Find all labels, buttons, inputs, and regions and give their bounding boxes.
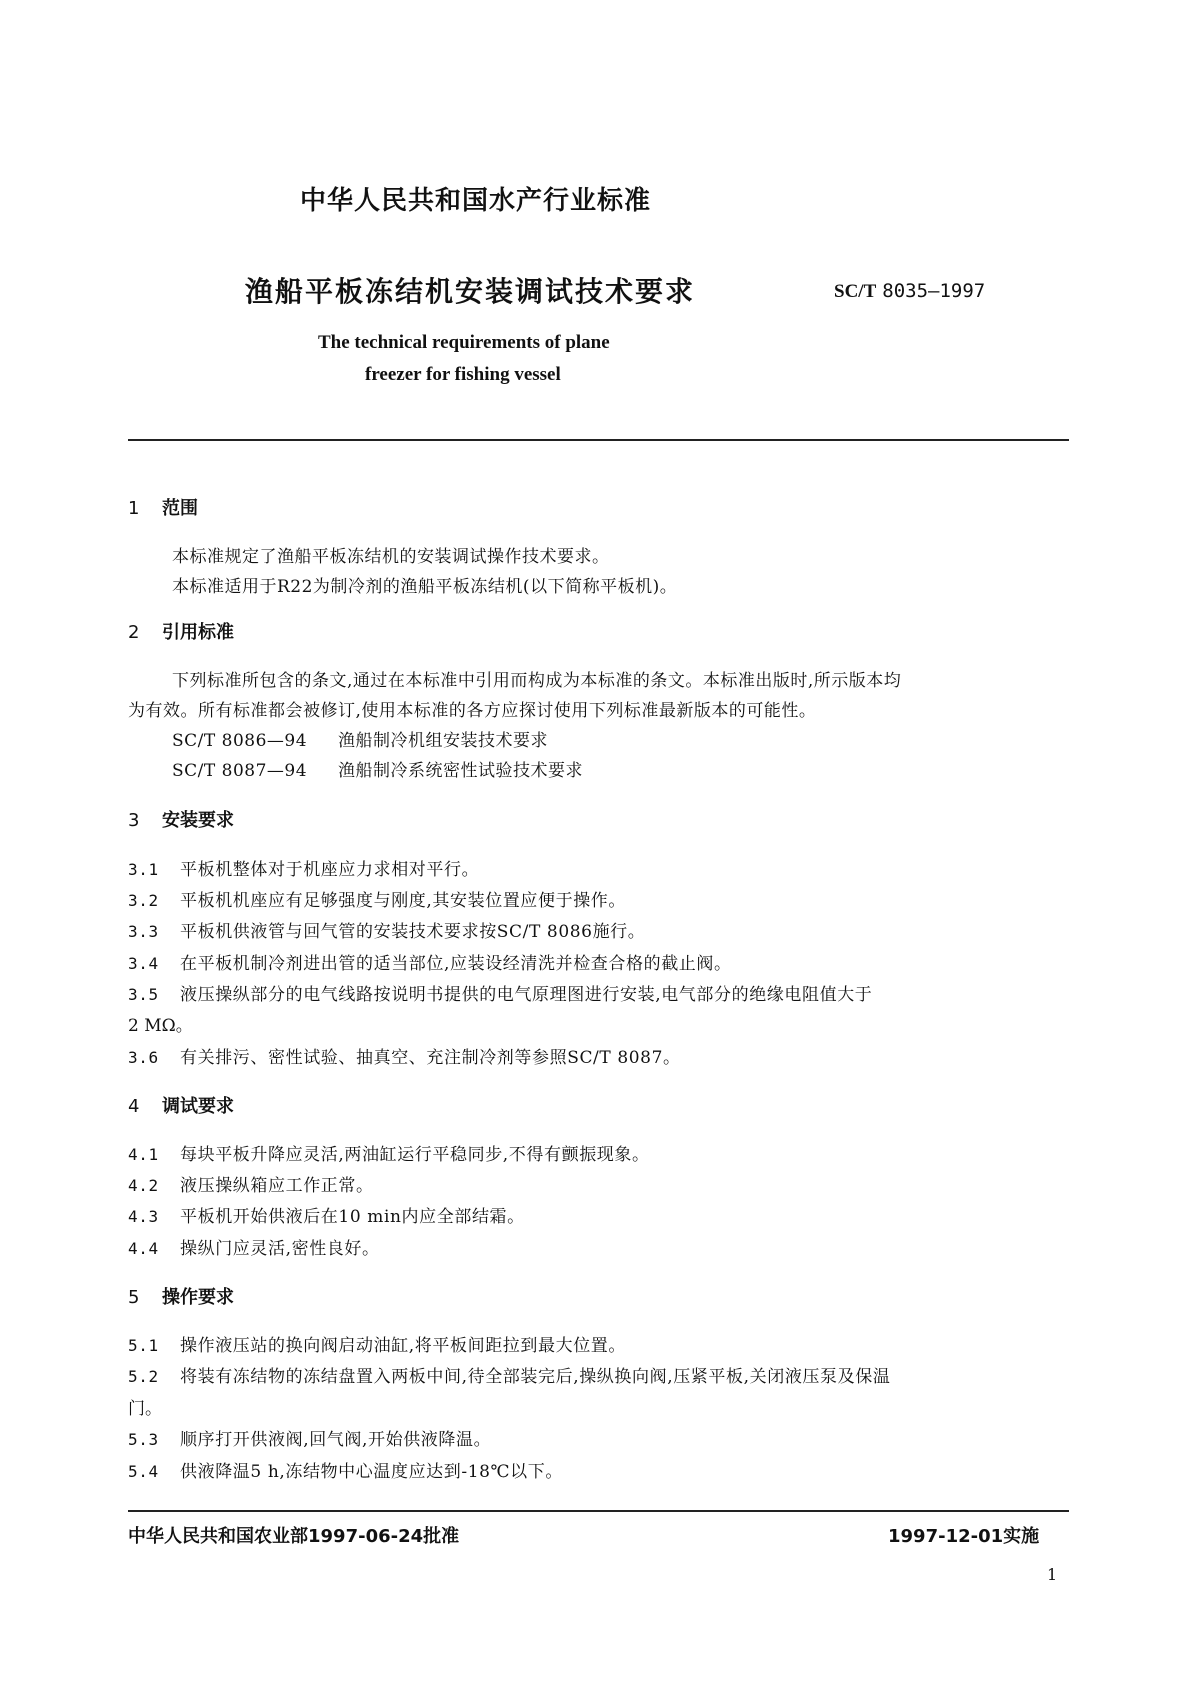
- clause-4-2: 4.2 液压操纵箱应工作正常。: [128, 1176, 374, 1196]
- clause-4-1: 4.1 每块平板升降应灵活,两油缸运行平稳同步,不得有颤振现象。: [128, 1145, 650, 1165]
- section-title: 操作要求: [162, 1287, 234, 1308]
- clause-5-2-continuation: 门。: [128, 1399, 162, 1419]
- clause-5-1: 5.1 操作液压站的换向阀启动油缸,将平板间距拉到最大位置。: [128, 1336, 627, 1356]
- section-title: 引用标准: [162, 622, 234, 643]
- clause-3-3: 3.3 平板机供液管与回气管的安装技术要求按SC/T 8086施行。: [128, 922, 646, 942]
- standard-code-number: 8035—1997: [882, 280, 986, 302]
- reference-item: [172, 756, 583, 781]
- section-number: 5: [128, 1287, 140, 1308]
- section-heading-2: [128, 618, 234, 644]
- english-title-line-2: freezer for fishing vessel: [365, 364, 561, 385]
- reference-code: SC/T 8087—94: [172, 761, 308, 781]
- footer-divider: [128, 1510, 1069, 1512]
- section-heading-1: [128, 494, 198, 520]
- approval-line: 中华人民共和国农业部1997-06-24批准: [128, 1526, 460, 1547]
- document-title: 渔船平板冻结机安装调试技术要求: [245, 275, 696, 308]
- standard-code: [834, 280, 985, 303]
- section-heading-5: [128, 1283, 234, 1309]
- standard-category: 中华人民共和国水产行业标准: [300, 186, 652, 216]
- section-heading-4: [128, 1092, 234, 1118]
- section-heading-3: [128, 806, 234, 832]
- section-number: 1: [128, 498, 140, 519]
- clause-3-4: 3.4 在平板机制冷剂进出管的适当部位,应装设经清洗并检查合格的截止阀。: [128, 954, 732, 974]
- clause-5-2: 5.2 将装有冻结物的冻结盘置入两板中间,待全部装完后,操纵换向阀,压紧平板,关闭液压泵及保温: [128, 1367, 891, 1387]
- section-number: 4: [128, 1096, 140, 1117]
- section-number: 2: [128, 622, 140, 643]
- clause-4-3: 4.3 平板机开始供液后在10 min内应全部结霜。: [128, 1207, 525, 1227]
- clause-4-4: 4.4 操纵门应灵活,密性良好。: [128, 1239, 380, 1259]
- reference-item: [172, 726, 548, 751]
- clause-3-5-continuation: 2 MΩ。: [128, 1016, 193, 1036]
- section-number: 3: [128, 810, 140, 831]
- standard-code-prefix: SC/T: [834, 281, 877, 302]
- english-title-line-1: The technical requirements of plane: [318, 332, 610, 353]
- paragraph: 下列标准所包含的条文,通过在本标准中引用而构成为本标准的条文。本标准出版时,所示版本均: [172, 671, 902, 691]
- clause-3-5: 3.5 液压操纵部分的电气线路按说明书提供的电气原理图进行安装,电气部分的绝缘电阻值大于: [128, 985, 873, 1005]
- section-title: 范围: [162, 498, 198, 519]
- reference-name: 渔船制冷机组安装技术要求: [338, 731, 548, 751]
- clause-5-4: 5.4 供液降温5 h,冻结物中心温度应达到-18℃以下。: [128, 1462, 563, 1482]
- paragraph: 本标准规定了渔船平板冻结机的安装调试操作技术要求。: [172, 547, 610, 567]
- reference-code: SC/T 8086—94: [172, 731, 308, 751]
- header-divider: [128, 439, 1069, 441]
- reference-name: 渔船制冷系统密性试验技术要求: [338, 761, 583, 781]
- page-number: 1: [1047, 1565, 1058, 1584]
- clause-3-6: 3.6 有关排污、密性试验、抽真空、充注制冷剂等参照SC/T 8087。: [128, 1048, 681, 1068]
- section-title: 调试要求: [162, 1096, 234, 1117]
- paragraph: 本标准适用于R22为制冷剂的渔船平板冻结机(以下简称平板机)。: [172, 577, 678, 597]
- clause-5-3: 5.3 顺序打开供液阀,回气阀,开始供液降温。: [128, 1430, 492, 1450]
- effective-date: 1997-12-01实施: [888, 1526, 1040, 1547]
- paragraph: 为有效。所有标准都会被修订,使用本标准的各方应探讨使用下列标准最新版本的可能性。: [128, 701, 817, 721]
- section-title: 安装要求: [162, 810, 234, 831]
- clause-3-1: 3.1 平板机整体对于机座应力求相对平行。: [128, 860, 480, 880]
- clause-3-2: 3.2 平板机机座应有足够强度与刚度,其安装位置应便于操作。: [128, 891, 627, 911]
